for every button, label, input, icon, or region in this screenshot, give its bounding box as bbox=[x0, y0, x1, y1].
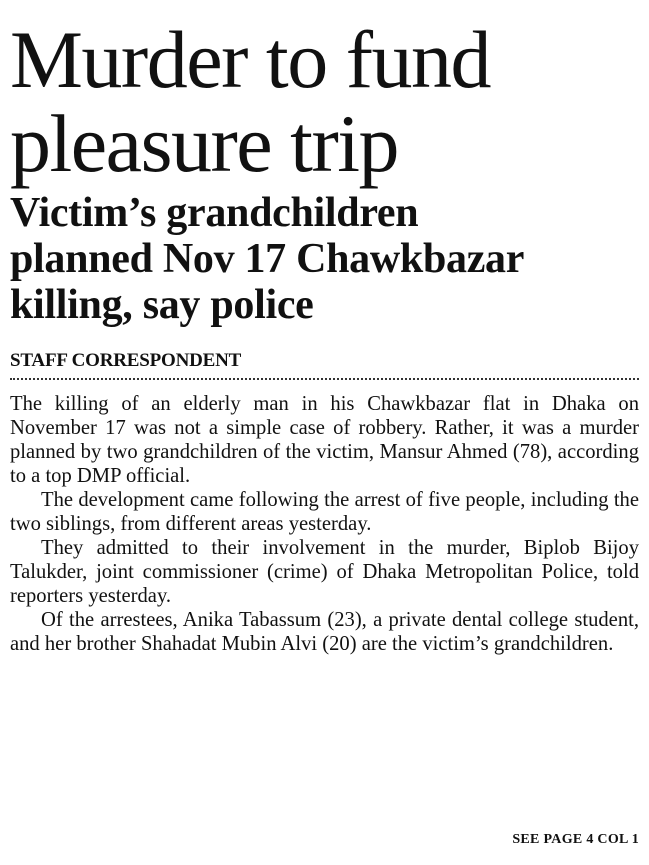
paragraph-2: The development came following the arrest of five people, including the two siblings, from different areas yesterday. bbox=[10, 489, 639, 535]
headline-line-1: Murder to fund bbox=[10, 14, 491, 105]
subheadline bbox=[10, 190, 639, 328]
article-body bbox=[10, 392, 639, 656]
byline: STAFF CORRESPONDENT bbox=[10, 350, 639, 380]
subheadline-line-3: killing, say police bbox=[10, 282, 314, 328]
paragraph-3: They admitted to their involvement in the murder, Biplob Bijoy Talukder, joint commissioner (crime) of Dhaka Metropolitan Police, told reporters yesterday. bbox=[10, 537, 639, 607]
continuation-note: SEE PAGE 4 COL 1 bbox=[512, 832, 639, 847]
news-article bbox=[10, 14, 639, 656]
paragraph-4: Of the arrestees, Anika Tabassum (23), a private dental college student, and her brother Shahadat Mubin Alvi (20) are the victim’s grandchildren. bbox=[10, 609, 639, 655]
headline-line-2: pleasure trip bbox=[10, 98, 399, 189]
subheadline-line-1: Victim’s grandchildren bbox=[10, 190, 419, 236]
paragraph-1: The killing of an elderly man in his Chawkbazar flat in Dhaka on November 17 was not a simple case of robbery. Rather, it was a murder planned by two grandchildren of the victim, Mansur Ahmed (78), according to a top DMP official. bbox=[10, 393, 639, 487]
headline bbox=[10, 14, 639, 189]
subheadline-line-2: planned Nov 17 Chawkbazar bbox=[10, 236, 525, 282]
